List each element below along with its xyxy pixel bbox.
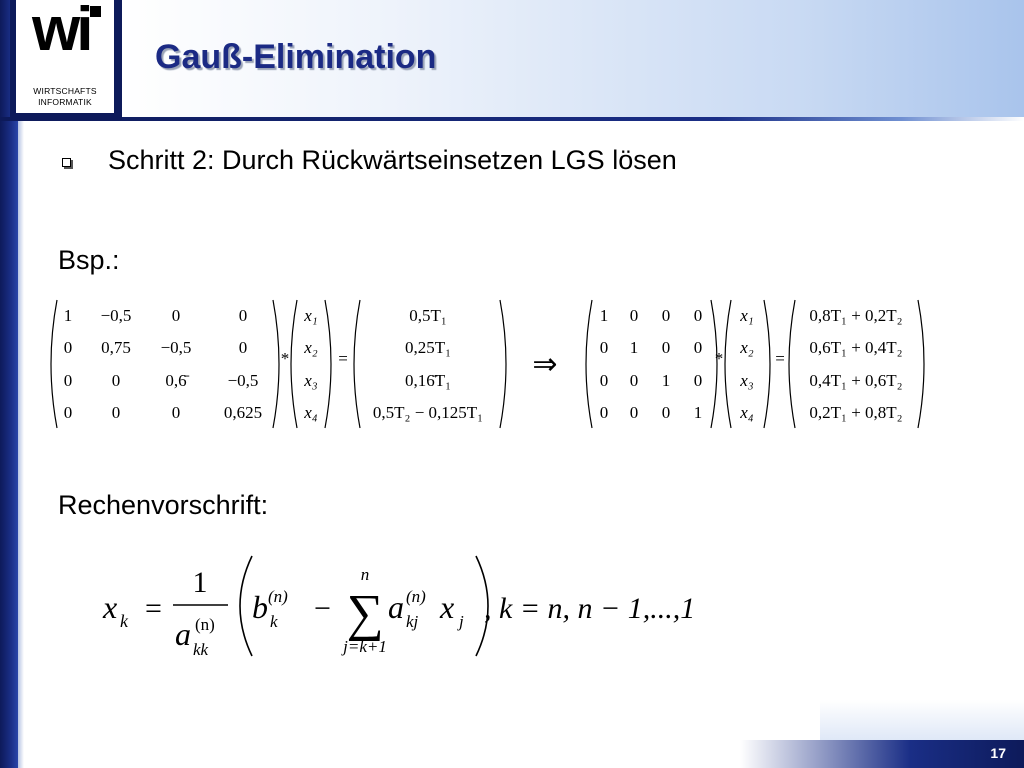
bullet-text: Schritt 2: Durch Rückwärtseinsetzen LGS lösen <box>108 145 677 175</box>
formula-x-sub: j <box>459 612 464 631</box>
footer-glow <box>820 700 1024 740</box>
sigma-icon: ∑ <box>346 585 384 642</box>
formula-minus: − <box>314 592 331 625</box>
big-left-paren <box>240 556 252 656</box>
matrix-cell: 0 <box>693 338 703 357</box>
formula-a-var: a <box>388 589 404 625</box>
matrix-cell: −0,5 <box>160 338 192 357</box>
matrix-cell: 0 <box>629 403 639 422</box>
rhs-entry: 0,4T₁ + 0,6T₂ <box>809 371 903 390</box>
logo-line-2: INFORMATIK <box>38 97 92 107</box>
matrix-cell: −0,5 <box>227 371 259 390</box>
matrix-cell: 0 <box>63 371 73 390</box>
variable-entry: x₃ <box>304 371 318 390</box>
matrix-cell: 0 <box>111 403 121 422</box>
variable-entry: x₂ <box>304 338 318 357</box>
footer-band <box>740 740 1024 768</box>
matrix-cell: 0 <box>629 371 639 390</box>
svg-text:wi: wi <box>32 0 90 64</box>
matrix-cell: 0 <box>238 306 248 325</box>
rhs-entry: 0,5T₂ − 0,125T₁ <box>372 403 484 422</box>
matrix-cell: 0 <box>63 338 73 357</box>
matrix-cell: −0,5 <box>100 306 132 325</box>
page-number: 17 <box>990 745 1006 761</box>
rhs-entry: 0,2T₁ + 0,8T₂ <box>809 403 903 422</box>
formula-den-sub: kk <box>193 640 209 659</box>
matrix-cell: 0,6̄ <box>165 371 187 390</box>
variable-entry: x₂ <box>740 338 754 357</box>
page-title: Gauß-Elimination <box>155 38 437 76</box>
multiply-operator: * <box>280 349 290 368</box>
formula-den-sup: (n) <box>195 615 215 634</box>
matrix-cell: 0 <box>693 371 703 390</box>
rhs-entry: 0,6T₁ + 0,4T₂ <box>809 338 903 357</box>
matrix-cell: 1 <box>693 403 703 422</box>
matrix-cell: 1 <box>629 338 639 357</box>
matrix-cell: 0,75 <box>101 338 131 357</box>
formula-lhs-sub: k <box>120 611 128 631</box>
multiply-operator: * <box>714 349 724 368</box>
formula-den-var: a <box>175 616 191 652</box>
matrix-cell: 0 <box>599 403 609 422</box>
rhs-entry: 0,5T₁ <box>409 306 447 325</box>
formula-equals: = <box>145 592 162 625</box>
matrix-cell: 0 <box>661 403 671 422</box>
matrix-cell: 0 <box>171 306 181 325</box>
equals-sign: = <box>338 349 348 368</box>
rhs-entry: 0,16̄T₁ <box>404 371 452 390</box>
implies-arrow: ⇒ <box>532 348 558 381</box>
formula-x-var: x <box>440 589 455 625</box>
matrix-cell: 0 <box>238 338 248 357</box>
matrix-cell: 0 <box>599 338 609 357</box>
matrix-cell: 0 <box>629 306 639 325</box>
formula-a-sub: kj <box>406 612 419 631</box>
matrix-cell: 0 <box>171 403 181 422</box>
sum-upper: n <box>360 565 370 584</box>
formula-b-var: b <box>252 589 268 625</box>
equals-sign: = <box>775 349 785 368</box>
variable-entry: x₄ <box>740 403 754 422</box>
formula-frac-num: 1 <box>192 566 208 599</box>
formula-range: , k = n, n − 1,...,1 <box>484 592 696 625</box>
rule-label: Rechenvorschrift: <box>58 490 269 520</box>
matrix-cell: 0,625 <box>223 403 263 422</box>
matrix-cell: 1 <box>63 306 73 325</box>
formula-b-sub: k <box>270 612 278 631</box>
matrix-cell: 0 <box>599 371 609 390</box>
matrix-cell: 1 <box>661 371 671 390</box>
matrix-cell: 0 <box>63 403 73 422</box>
variable-entry: x₁ <box>304 306 318 325</box>
variable-entry: x₃ <box>740 371 754 390</box>
rhs-entry: 0,8T₁ + 0,2T₂ <box>809 306 903 325</box>
variable-entry: x₁ <box>740 306 754 325</box>
rhs-entry: 0,25T₁ <box>404 338 452 357</box>
sum-lower: j=k+1 <box>343 637 387 656</box>
formula-a-sup: (n) <box>406 587 426 606</box>
matrix-cell: 0 <box>111 371 121 390</box>
matrix-cell: 0 <box>661 306 671 325</box>
formula-lhs-var: x <box>103 589 118 625</box>
variable-entry: x₄ <box>304 403 318 422</box>
formula-b-sup: (n) <box>268 587 288 606</box>
matrix-cell: 0 <box>661 338 671 357</box>
matrix-cell: 0 <box>693 306 703 325</box>
matrix-cell: 1 <box>599 306 609 325</box>
example-label: Bsp.: <box>58 245 120 275</box>
logo-line-1: WIRTSCHAFTS <box>33 86 97 96</box>
